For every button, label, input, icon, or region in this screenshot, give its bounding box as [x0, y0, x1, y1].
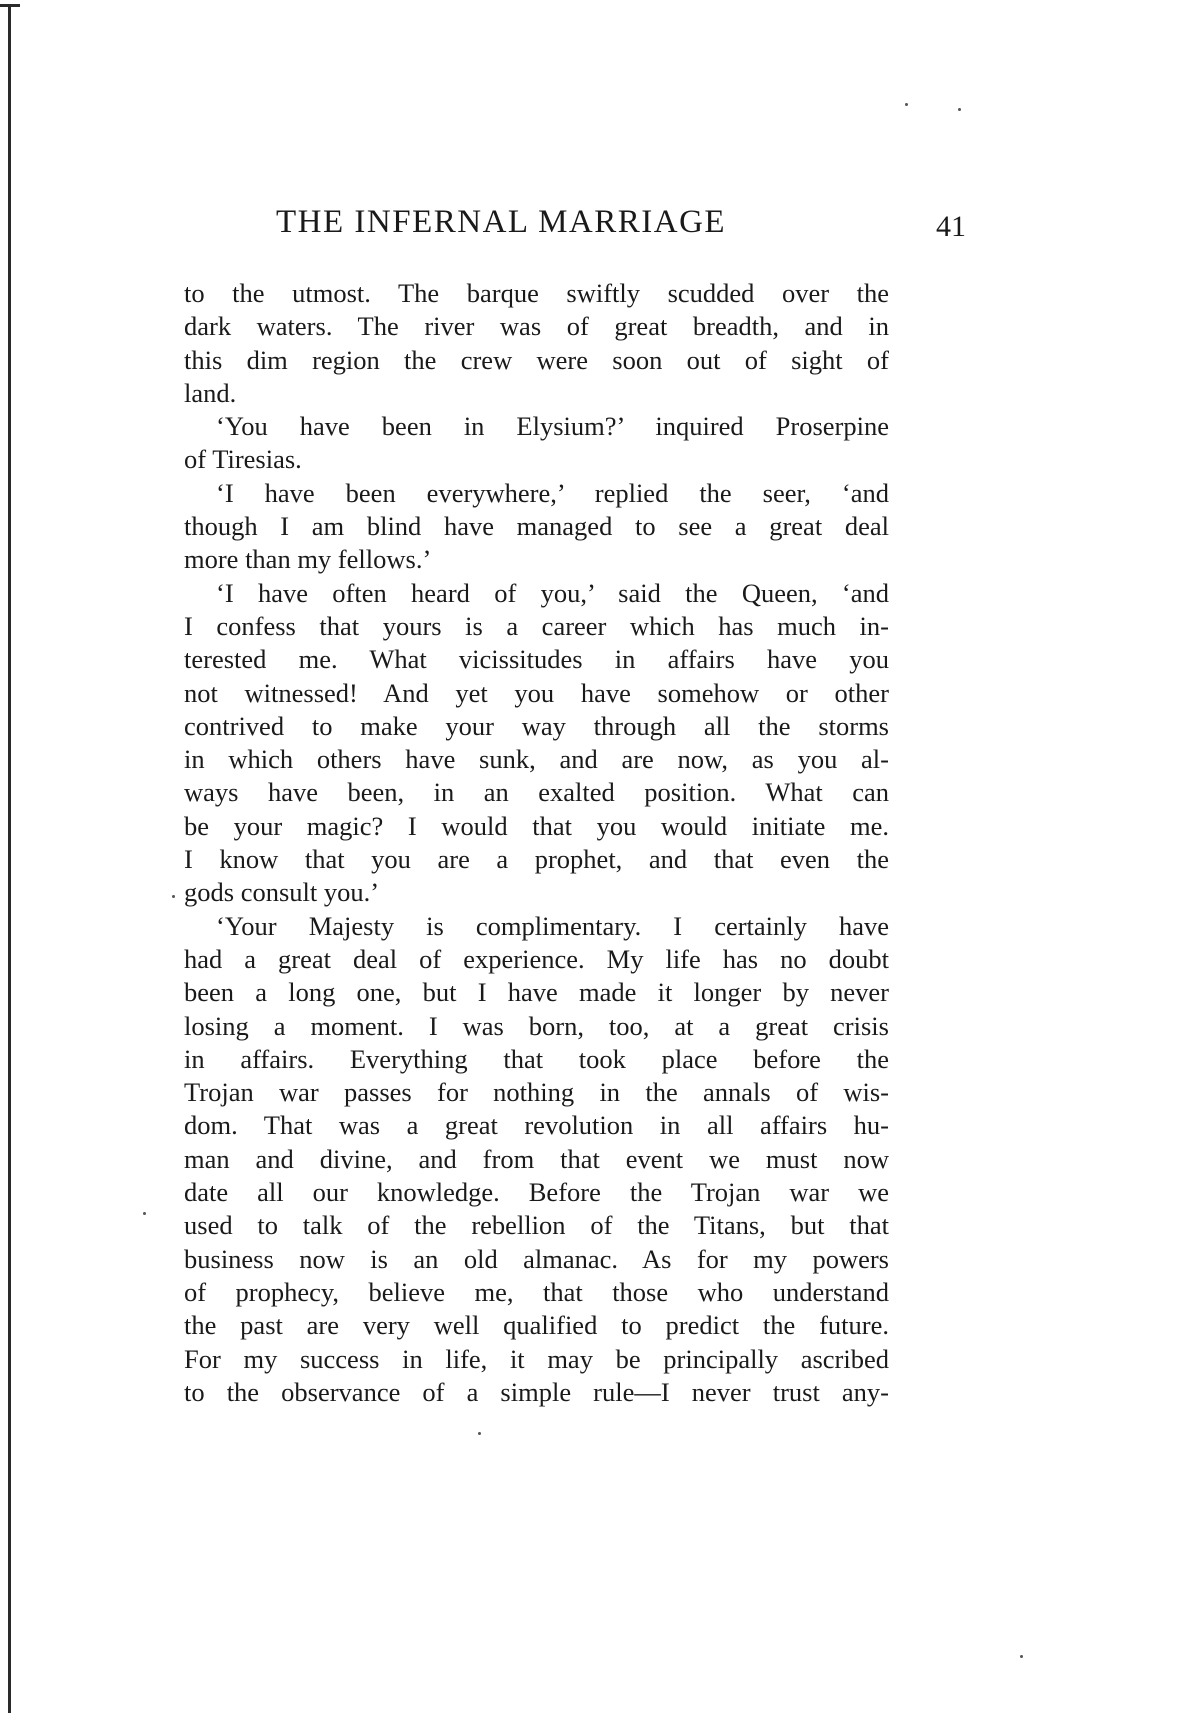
- text-line: of prophecy, believe me, that those who understand: [184, 1276, 889, 1307]
- text-line: this dim region the crew were soon out of sight of: [184, 344, 889, 375]
- text-line: ‘I have often heard of you,’ said the Queen, ‘and: [216, 577, 889, 608]
- text-line: though I am blind have managed to see a great deal: [184, 511, 889, 542]
- scan-speck: [478, 1432, 481, 1435]
- text-line: in which others have sunk, and are now, as you al-: [184, 744, 889, 775]
- body-text: [184, 277, 889, 1409]
- page-binding-tick: [0, 4, 20, 7]
- text-line: dark waters. The river was of great breadth, and in: [184, 311, 889, 342]
- text-line: losing a moment. I was born, too, at a great crisis: [184, 1010, 889, 1041]
- text-line: man and divine, and from that event we must now: [184, 1143, 889, 1174]
- text-line: used to talk of the rebellion of the Titans, but that: [184, 1210, 889, 1241]
- text-line: contrived to make your way through all the storms: [184, 710, 889, 741]
- text-line: business now is an old almanac. As for my powers: [184, 1243, 889, 1274]
- text-line: had a great deal of experience. My life has no doubt: [184, 943, 889, 974]
- text-line: terested me. What vicissitudes in affairs have you: [184, 644, 889, 675]
- scan-speck: [143, 1212, 146, 1215]
- page-binding-edge: [8, 4, 11, 1713]
- text-line: more than my fellows.’: [184, 544, 432, 575]
- text-line: to the utmost. The barque swiftly scudded over the: [184, 278, 889, 308]
- scan-speck: [1020, 1655, 1023, 1658]
- text-line: ways have been, in an exalted position. What can: [184, 777, 889, 808]
- text-line: the past are very well qualified to predict the future.: [184, 1310, 889, 1341]
- text-line: For my success in life, it may be principally ascribed: [184, 1343, 889, 1374]
- text-line: of Tiresias.: [184, 444, 302, 475]
- text-line: be your magic? I would that you would initiate me.: [184, 810, 889, 841]
- text-line: I confess that yours is a career which has much in-: [184, 610, 889, 641]
- text-line: date all our knowledge. Before the Trojan war we: [184, 1177, 889, 1208]
- text-line: I know that you are a prophet, and that even the: [184, 844, 889, 875]
- text-line: dom. That was a great revolution in all affairs hu-: [184, 1110, 889, 1141]
- text-line: to the observance of a simple rule—I never trust any-: [184, 1376, 889, 1407]
- text-line: ‘I have been everywhere,’ replied the seer, ‘and: [216, 477, 889, 508]
- text-line: gods consult you.’: [184, 877, 380, 908]
- scan-speck: [172, 895, 175, 898]
- scan-speck: [905, 103, 908, 106]
- text-line: Trojan war passes for nothing in the annals of wis-: [184, 1077, 889, 1108]
- running-title: THE INFERNAL MARRIAGE: [276, 204, 727, 240]
- text-line: in affairs. Everything that took place before the: [184, 1043, 889, 1074]
- text-line: land.: [184, 377, 237, 408]
- text-line: been a long one, but I have made it longer by never: [184, 977, 889, 1008]
- scan-speck: [958, 108, 961, 111]
- text-line: not witnessed! And yet you have somehow or other: [184, 677, 889, 708]
- text-line: ‘Your Majesty is complimentary. I certainly have: [216, 910, 889, 941]
- page-number: 41: [936, 210, 966, 243]
- text-line: ‘You have been in Elysium?’ inquired Proserpine: [216, 411, 889, 442]
- page-header: [276, 204, 966, 244]
